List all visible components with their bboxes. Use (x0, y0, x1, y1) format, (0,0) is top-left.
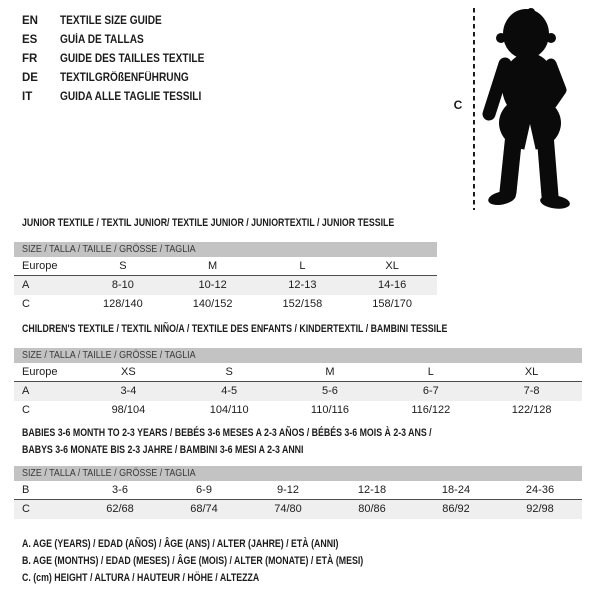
size-cell: 4-5 (221, 385, 238, 397)
size-cell: 140/152 (192, 298, 233, 310)
size-cell: L (299, 260, 306, 272)
row-label: C (22, 298, 30, 310)
junior-textile-section (14, 215, 582, 314)
section-title-line: CHILDREN'S TEXTILE / TEXTIL NIÑO/A / TEXTILE DES ENFANTS / KINDERTEXTIL / BAMBINI TESSILE (22, 323, 448, 335)
size-cell: XL (524, 366, 539, 378)
language-title: TEXTILE SIZE GUIDE (60, 15, 162, 27)
size-cell: S (225, 366, 233, 378)
size-cell: 12-13 (288, 279, 317, 291)
size-cell: 6-9 (196, 484, 212, 496)
size-cell: 24-36 (525, 484, 555, 496)
section-title-line: BABYS 3-6 MONATE BIS 2-3 JAHRE / BAMBINI 3-6 MESI A 2-3 ANNI (22, 444, 304, 456)
size-cell: 62/68 (106, 503, 134, 515)
size-cell: 8-10 (111, 279, 134, 291)
language-row (22, 88, 224, 107)
table-row (14, 257, 437, 276)
section-title (14, 321, 468, 338)
children-textile-section (14, 321, 582, 420)
language-title: GUÍA DE TALLAS (60, 34, 144, 46)
size-cell: 122/128 (511, 404, 552, 416)
size-table (14, 466, 582, 519)
size-cell: 5-6 (322, 385, 338, 397)
size-table-body (14, 481, 582, 519)
size-cell: 3-4 (120, 385, 137, 397)
row-label: A (22, 279, 30, 291)
legend-notes (22, 536, 449, 587)
size-table-caption: SIZE / TALLA / TAILLE / GRÖSSE / TAGLIA (22, 349, 196, 361)
size-cell: 110/116 (310, 404, 350, 416)
size-cell: 104/110 (209, 404, 249, 416)
table-row (14, 295, 437, 314)
size-cell: 128/140 (102, 298, 143, 310)
language-title: TEXTILGRÖßENFÜHRUNG (60, 72, 189, 84)
note-line: B. AGE (MONTHS) / EDAD (MESES) / ÂGE (MOIS) / ALTER (MONATE) / ETÀ (MESI) (22, 555, 364, 567)
language-list (22, 12, 224, 107)
size-table-body (14, 363, 582, 420)
height-measure-line (470, 8, 478, 210)
language-code: FR (22, 53, 38, 65)
size-cell: 14-16 (378, 279, 407, 291)
language-code: EN (22, 15, 38, 27)
size-table (14, 348, 582, 420)
size-table-body (14, 257, 437, 314)
language-row (22, 50, 224, 69)
size-table-caption-bar (14, 348, 582, 363)
size-cell: L (427, 366, 434, 378)
size-cell: XL (385, 260, 399, 272)
note-line: A. AGE (YEARS) / EDAD (AÑOS) / ÂGE (ANS) / ALTER (JAHRE) / ETÀ (ANNI) (22, 538, 339, 550)
size-cell: 80/86 (358, 503, 386, 515)
section-title (14, 215, 468, 232)
size-cell: M (208, 260, 218, 272)
size-cell: 3-6 (112, 484, 128, 496)
language-title: GUIDA ALLE TAGLIE TESSILI (60, 91, 202, 103)
size-cell: 68/74 (190, 503, 218, 515)
baby-silhouette-icon (478, 6, 578, 211)
language-row (22, 69, 224, 88)
row-label: B (22, 484, 30, 496)
size-cell: 10-12 (198, 279, 227, 291)
size-cell: XS (121, 366, 136, 378)
row-label: Europe (22, 366, 58, 378)
size-cell: 18-24 (441, 484, 471, 496)
size-cell: 116/122 (411, 404, 451, 416)
size-table-caption: SIZE / TALLA / TAILLE / GRÖSSE / TAGLIA (22, 467, 196, 479)
size-cell: 12-18 (357, 484, 387, 496)
size-cell: 7-8 (523, 385, 540, 397)
size-table-caption-bar (14, 466, 582, 481)
size-cell: 158/170 (372, 298, 412, 310)
row-label: A (22, 385, 30, 397)
row-label: Europe (22, 260, 58, 272)
size-cell: M (325, 366, 335, 378)
table-row (14, 481, 582, 500)
size-cell: S (119, 260, 127, 272)
babies-textile-section (14, 425, 582, 519)
language-row (22, 31, 224, 50)
section-title (14, 425, 468, 459)
size-cell: 98/104 (111, 404, 146, 416)
table-row (14, 276, 437, 295)
section-title-line: JUNIOR TEXTILE / TEXTIL JUNIOR/ TEXTILE JUNIOR / JUNIORTEXTIL / JUNIOR TESSILE (22, 217, 395, 229)
size-cell: 86/92 (442, 503, 470, 515)
language-code: ES (22, 34, 38, 46)
size-table-caption-bar (14, 242, 437, 257)
size-cell: 9-12 (276, 484, 300, 496)
measure-c-label: C (453, 98, 463, 112)
table-row (14, 382, 582, 401)
table-row (14, 363, 582, 382)
size-cell: 6-7 (422, 385, 439, 397)
language-row (22, 12, 224, 31)
row-label: C (22, 404, 30, 416)
size-table (14, 242, 437, 314)
table-row (14, 500, 582, 519)
size-table-caption: SIZE / TALLA / TAILLE / GRÖSSE / TAGLIA (22, 243, 196, 255)
size-cell: 74/80 (274, 503, 302, 515)
language-code: IT (22, 91, 33, 103)
size-cell: 152/158 (282, 298, 323, 310)
note-line: C. (cm) HEIGHT / ALTURA / HAUTEUR / HÖHE / ALTEZZA (22, 572, 260, 584)
language-code: DE (22, 72, 38, 84)
size-cell: 92/98 (526, 503, 554, 515)
language-title: GUIDE DES TAILLES TEXTILE (60, 53, 205, 65)
table-row (14, 401, 582, 420)
row-label: C (22, 503, 30, 515)
section-title-line: BABIES 3-6 MONTH TO 2-3 YEARS / BEBÉS 3-6 MESES A 2-3 AÑOS / BÉBÉS 3-6 MOIS À 2-3 ANS / (22, 427, 432, 439)
